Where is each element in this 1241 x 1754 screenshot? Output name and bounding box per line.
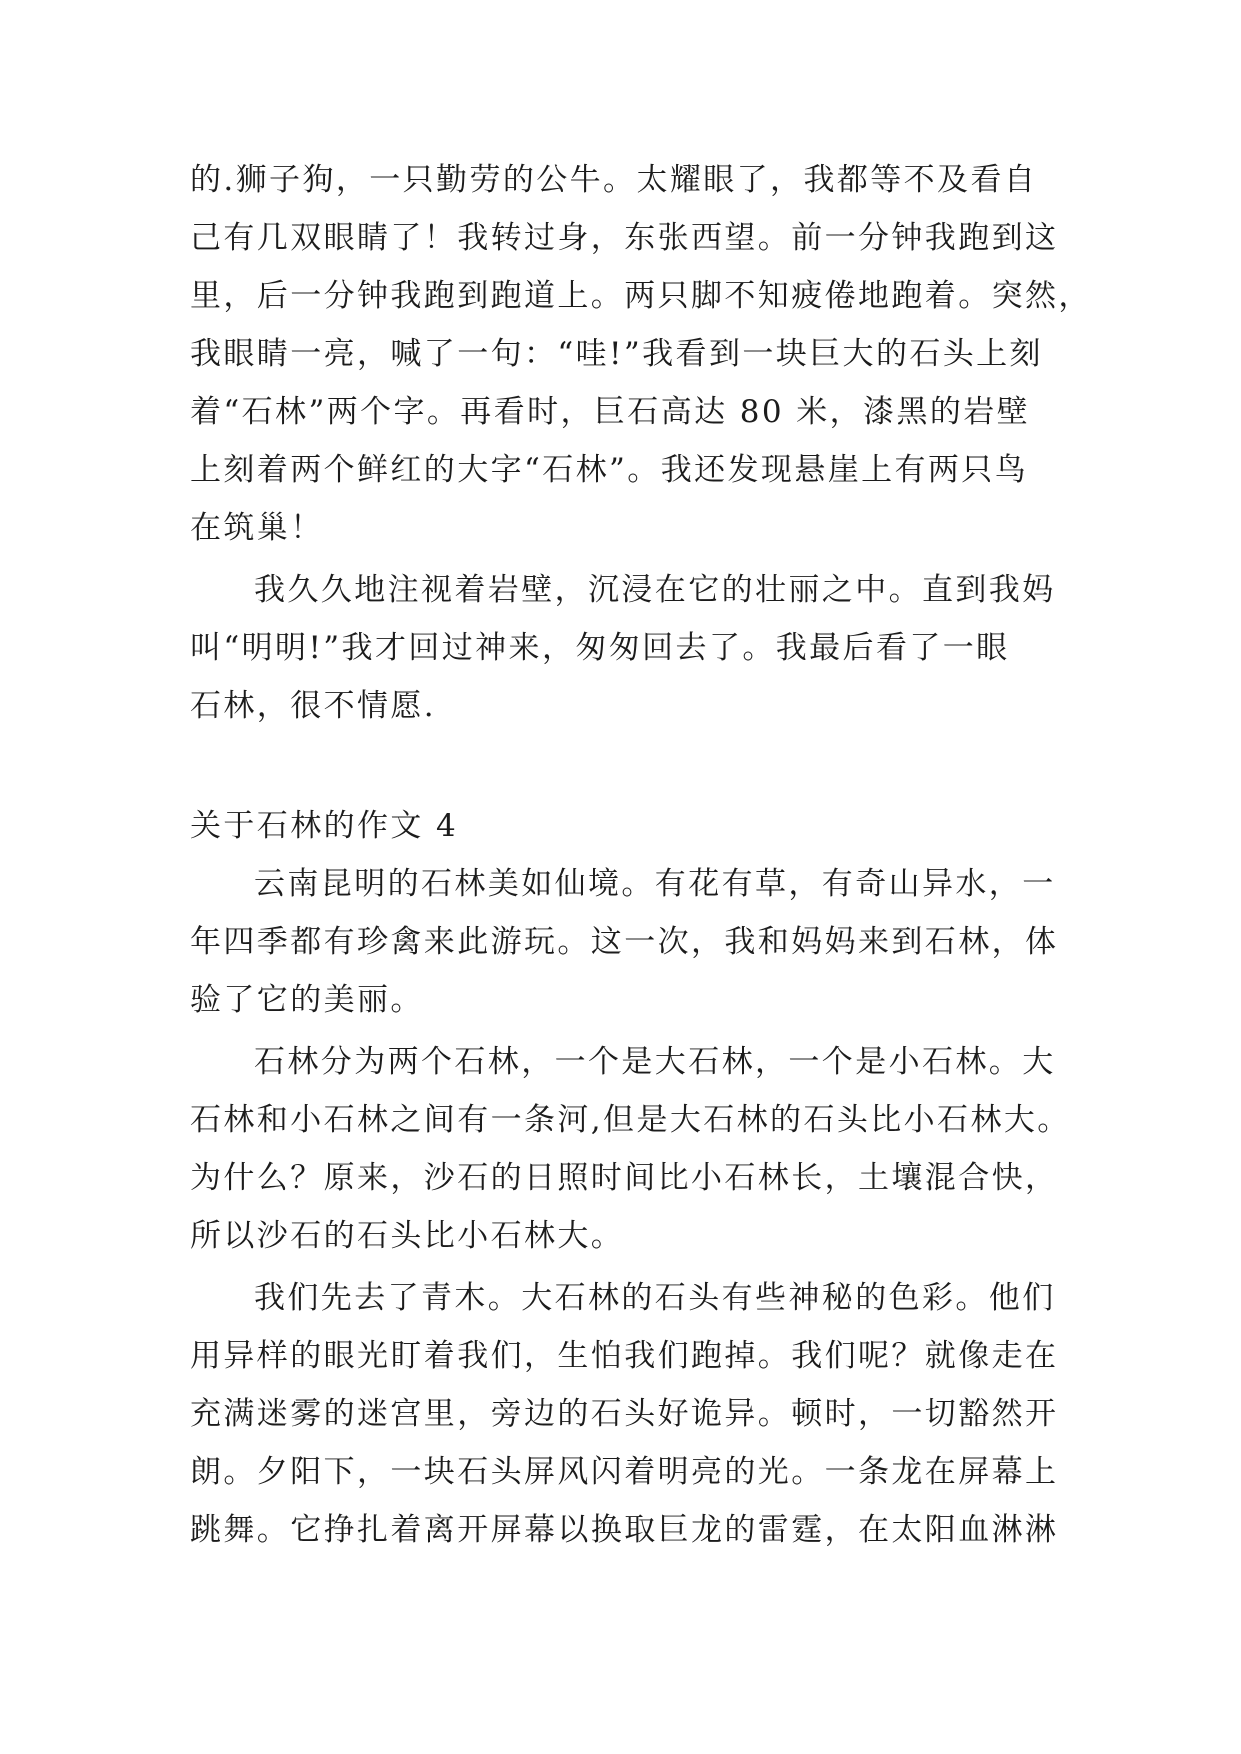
text-line: 验了它的美丽。 (190, 982, 424, 1018)
text-line: 上刻着两个鲜红的大字“石林”。我还发现悬崖上有两只鸟 (190, 452, 1029, 488)
text-line: 所以沙石的石头比小石林大。 (190, 1218, 625, 1254)
text-line: 云南昆明的石林美如仙境。有花有草，有奇山异水，一 (254, 866, 1056, 902)
text-line: 我眼睛一亮，喊了一句：“哇!”我看到一块巨大的石头上刻 (190, 336, 1043, 372)
text-line: 我们先去了青木。大石林的石头有些神秘的色彩。他们 (254, 1280, 1056, 1316)
text-line: 年四季都有珍禽来此游玩。这一次，我和妈妈来到石林，体 (190, 924, 1059, 960)
text-line: 为什么？原来，沙石的日照时间比小石林长，土壤混合快， (190, 1160, 1059, 1196)
text-line: 我久久地注视着岩壁，沉浸在它的壮丽之中。直到我妈 (254, 572, 1056, 608)
text-line: 在筑巢！ (190, 510, 324, 546)
text-line: 石林分为两个石林，一个是大石林，一个是小石林。大 (254, 1044, 1056, 1080)
text-line: 里，后一分钟我跑到跑道上。两只脚不知疲倦地跑着。突然， (190, 278, 1092, 314)
text-line: 叫“明明!”我才回过神来，匆匆回去了。我最后看了一眼 (190, 630, 1010, 666)
text-line: 石林，很不情愿. (190, 688, 437, 724)
text-line: 朗。夕阳下，一块石头屏风闪着明亮的光。一条龙在屏幕上 (190, 1454, 1059, 1490)
text-line: 己有几双眼睛了！我转过身，东张西望。前一分钟我跑到这 (190, 220, 1059, 256)
text-line: 用异样的眼光盯着我们，生怕我们跑掉。我们呢？就像走在 (190, 1338, 1059, 1374)
text-line: 的.狮子狗，一只勤劳的公牛。太耀眼了，我都等不及看自 (190, 162, 1038, 198)
text-line: 跳舞。它挣扎着离开屏幕以换取巨龙的雷霆，在太阳血淋淋 (190, 1512, 1059, 1548)
section-heading: 关于石林的作文 4 (190, 808, 459, 844)
text-line: 充满迷雾的迷宫里，旁边的石头好诡异。顿时，一切豁然开 (190, 1396, 1059, 1432)
text-line: 着“石林”两个字。再看时，巨石高达 80 米，漆黑的岩壁 (190, 394, 1031, 430)
text-line: 石林和小石林之间有一条河,但是大石林的石头比小石林大。 (190, 1102, 1071, 1138)
